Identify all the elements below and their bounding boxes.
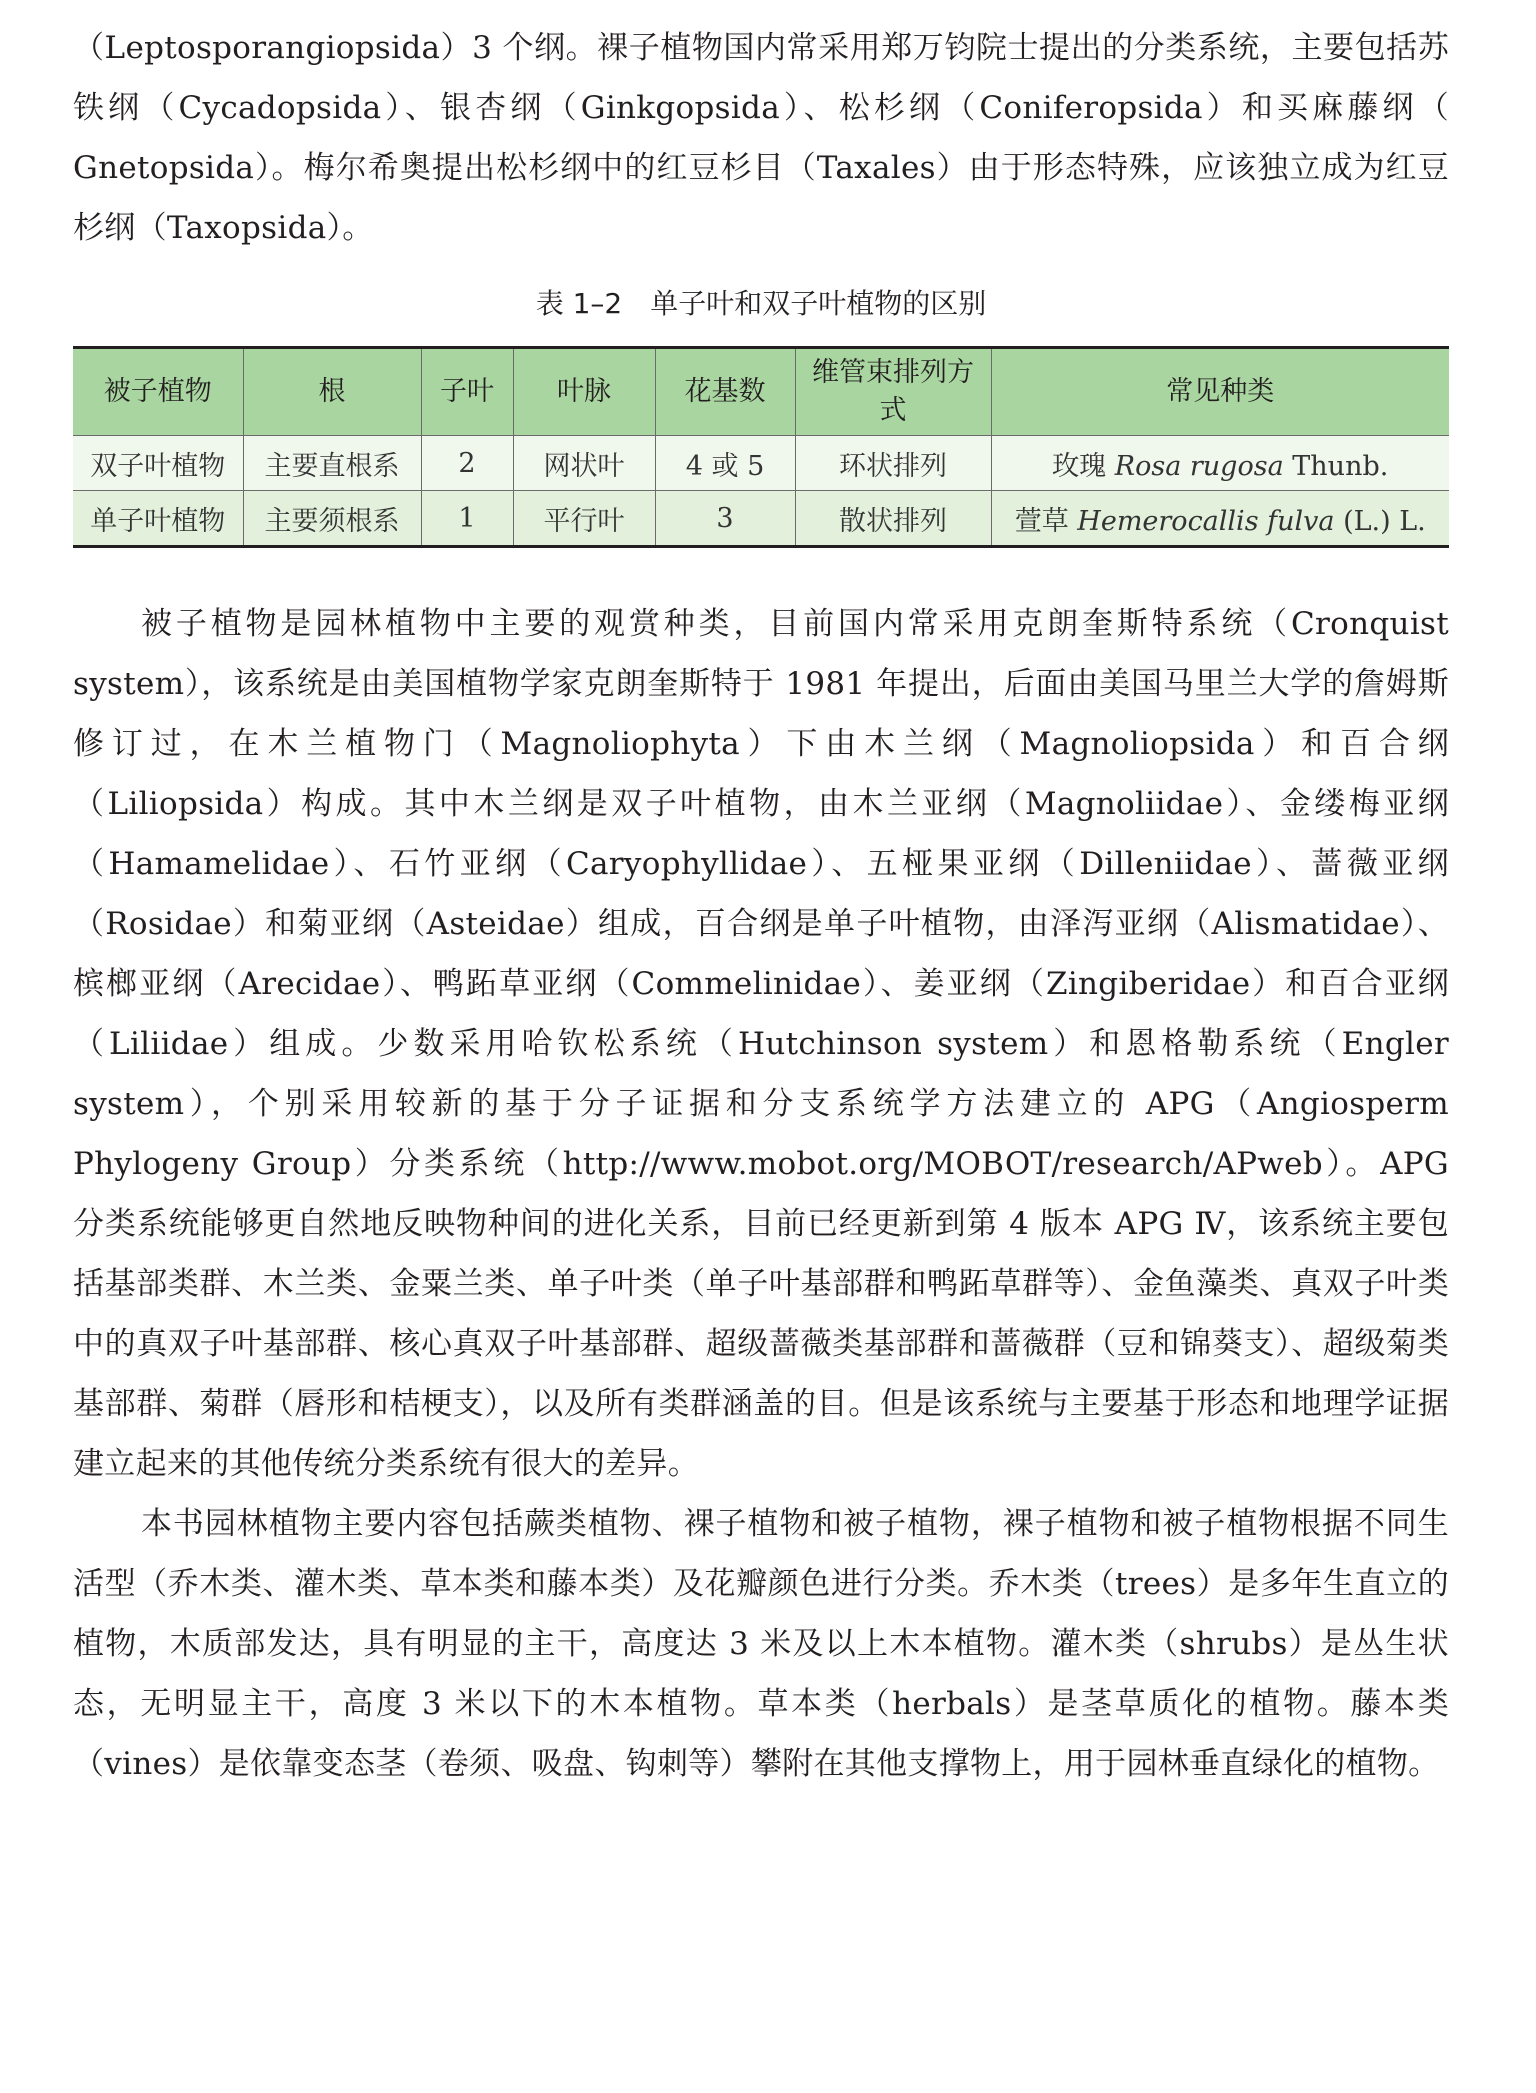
- species-common-name: 萱草: [1014, 505, 1069, 537]
- table-row: [73, 436, 1449, 491]
- cell-root: 主要须根系: [243, 491, 421, 547]
- header-root: 根: [243, 348, 421, 436]
- table-caption: [73, 284, 1449, 324]
- header-cotyledon: 子叶: [421, 348, 513, 436]
- intro-paragraph: （Leptosporangiopsida）3 个纲。裸子植物国内常采用郑万钧院士提出的分类系统，主要包括苏铁纲（Cycadopsida）、银杏纲（Ginkgopsida）、松杉纲（Coniferopsida）和买麻藤纲（ Gnetopsida）。梅尔希奥提出松杉纲中的红豆杉目（Taxales）由于形态特殊，应该独立成为红豆杉纲（Taxopsida）。: [73, 30, 1449, 246]
- cell-venation: 平行叶: [513, 491, 655, 547]
- header-flower-base: 花基数: [655, 348, 795, 436]
- header-common-species: 常见种类: [991, 348, 1449, 436]
- body-text: [73, 594, 1449, 1794]
- cell-group: 双子叶植物: [73, 436, 243, 491]
- paragraph-book-scope: 本书园林植物主要内容包括蕨类植物、裸子植物和被子植物，裸子植物和被子植物根据不同生活型（乔木类、灌木类、草本类和藤本类）及花瓣颜色进行分类。乔木类（trees）是多年生直立的植物，木质部发达，具有明显的主干，高度达 3 米及以上木本植物。灌木类（shrubs）是丛生状态，无明显主干，高度 3 米以下的木本植物。草本类（herbals）是茎草质化的植物。藤本类（vines）是依靠变态茎（卷须、吸盘、钩刺等）攀附在其他支撑物上，用于园林垂直绿化的植物。: [73, 1506, 1449, 1782]
- species-latin-name: Hemerocallis fulva: [1077, 505, 1335, 537]
- cell-venation: 网状叶: [513, 436, 655, 491]
- cell-group: 单子叶植物: [73, 491, 243, 547]
- species-common-name: 玫瑰: [1052, 450, 1107, 482]
- species-latin-name: Rosa rugosa: [1114, 450, 1284, 482]
- species-author: Thunb.: [1292, 450, 1389, 482]
- cell-flower-base: 3: [655, 491, 795, 547]
- cell-species: [991, 436, 1449, 491]
- cell-bundle: 环状排列: [795, 436, 991, 491]
- header-venation: 叶脉: [513, 348, 655, 436]
- table-caption-number: 表 1–2: [535, 287, 623, 320]
- header-bundle-arrangement: 维管束排列方式: [795, 348, 991, 436]
- cell-species: [991, 491, 1449, 547]
- table-header-row: [73, 348, 1449, 436]
- header-angiosperm: 被子植物: [73, 348, 243, 436]
- cell-root: 主要直根系: [243, 436, 421, 491]
- table-row: [73, 491, 1449, 547]
- page-content: [73, 18, 1449, 1794]
- table-caption-title: 单子叶和双子叶植物的区别: [650, 287, 987, 320]
- comparison-table: [73, 346, 1449, 548]
- cell-bundle: 散状排列: [795, 491, 991, 547]
- species-author: (L.) L.: [1343, 505, 1426, 537]
- cell-flower-base: 4 或 5: [655, 436, 795, 491]
- cell-cotyledon: 2: [421, 436, 513, 491]
- paragraph-angiosperm-systems: 被子植物是园林植物中主要的观赏种类，目前国内常采用克朗奎斯特系统（Cronquist system），该系统是由美国植物学家克朗奎斯特于 1981 年提出，后面由美国马里兰大学的詹姆斯修订过，在木兰植物门（Magnoliophyta）下由木兰纲（Magnoliopsida）和百合纲（Liliopsida）构成。其中木兰纲是双子叶植物，由木兰亚纲（Magnoliidae）、金缕梅亚纲（Hamamelidae）、石竹亚纲（Caryophyllidae）、五桠果亚纲（Dilleniidae）、蔷薇亚纲（Rosidae）和菊亚纲（Asteidae）组成，百合纲是单子叶植物，由泽泻亚纲（Alismatidae）、槟榔亚纲（Arecidae）、鸭跖草亚纲（Commelinidae）、姜亚纲（Zingiberidae）和百合亚纲（Liliidae）组成。少数采用哈钦松系统（Hutchinson system）和恩格勒系统（Engler system），个别采用较新的基于分子证据和分支系统学方法建立的 APG（Angiosperm Phylogeny Group）分类系统（http://www.mobot.org/MOBOT/research/APweb）。APG 分类系统能够更自然地反映物种间的进化关系，目前已经更新到第 4 版本 APG Ⅳ，该系统主要包括基部类群、木兰类、金粟兰类、单子叶类（单子叶基部群和鸭跖草群等）、金鱼藻类、真双子叶类中的真双子叶基部群、核心真双子叶基部群、超级蔷薇类基部群和蔷薇群（豆和锦葵支）、超级菊类基部群、菊群（唇形和桔梗支），以及所有类群涵盖的目。但是该系统与主要基于形态和地理学证据建立起来的其他传统分类系统有很大的差异。: [73, 606, 1449, 1482]
- cell-cotyledon: 1: [421, 491, 513, 547]
